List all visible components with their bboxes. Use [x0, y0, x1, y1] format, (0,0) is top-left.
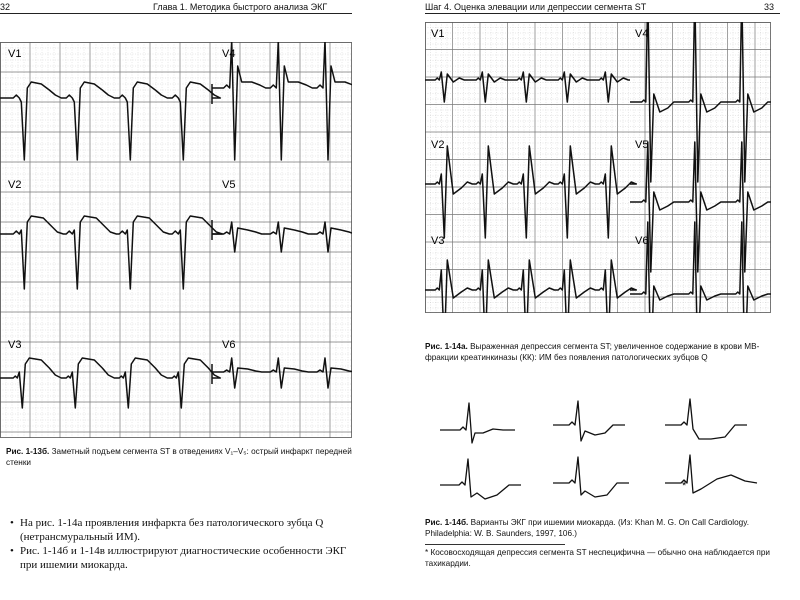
figure-1-14a-caption [425, 341, 780, 363]
lead-label-v1: V1 [431, 28, 445, 40]
figure-1-14a-label: Рис. 1-14а. [425, 342, 468, 351]
right-page [400, 0, 800, 600]
footnote: * Косовосходящая депрессия сегмента ST неспецифична — обычно она наблюдается при тахикардии. [425, 548, 770, 568]
ecg-variant-complex [665, 399, 747, 439]
left-page-number: 32 [0, 2, 11, 12]
ecg-variant-complex [440, 403, 515, 443]
lead-label-v1: V1 [8, 48, 22, 60]
lead-label-v5: V5 [635, 139, 649, 151]
right-header-rule [425, 13, 780, 14]
ecg-variants-figure-1-14b [435, 395, 770, 505]
ecg-variant-complex [553, 457, 629, 497]
left-running-head: Глава 1. Методика быстрого анализа ЭКГ [153, 2, 328, 12]
lead-label-v3: V3 [8, 339, 22, 351]
ecg-trace-v3 [425, 260, 636, 313]
ecg-figure-1-14a [425, 22, 771, 313]
lead-label-v5: V5 [222, 179, 236, 191]
ecg-trace-v2 [0, 216, 222, 289]
right-page-number: 33 [764, 2, 775, 12]
ecg-trace-v1 [425, 72, 630, 102]
footnote-rule [425, 544, 565, 545]
ecg-trace-v3 [0, 358, 220, 408]
lead-label-v2: V2 [431, 139, 445, 151]
lead-label-v4: V4 [635, 28, 649, 40]
ecg-variant-complex [553, 401, 625, 441]
ecg-variant-complex [665, 455, 757, 493]
ecg-figure-1-13b [0, 42, 352, 438]
lead-label-v3: V3 [431, 235, 445, 247]
figure-1-14b-caption [425, 517, 780, 539]
figure-1-13b-caption [6, 446, 352, 468]
lead-label-v2: V2 [8, 179, 22, 191]
asterisk-mark: * [682, 480, 687, 492]
left-header-rule [0, 13, 352, 14]
figure-1-13b-label: Рис. 1-13б. [6, 447, 50, 456]
figure-1-14b-text: Варианты ЭКГ при ишемии миокарда. (Из: Khan M. G. On Call Cardiology. Philadelphia: W. B. Saunders, 1997, 106.) [425, 518, 749, 538]
figure-1-13b-text: Заметный подъем сегмента ST в отведениях V₁–V₅: острый инфаркт передней стенки [6, 447, 352, 467]
ecg-variant-complex [440, 459, 521, 499]
ecg-traces [0, 42, 352, 408]
bullet-item: • На рис. 1-14а проявления инфаркта без патологического зубца Q (нетрансмуральный ИМ). [10, 516, 355, 544]
figure-1-14a-text: Выраженная депрессия сегмента ST; увеличенное содержание в крови МВ-фракции креатинкиназы (КК): ИМ без появления патологических зубцов Q [425, 342, 760, 362]
ecg-trace-v1 [0, 82, 220, 160]
lead-label-v6: V6 [222, 339, 236, 351]
ecg-trace-v4 [630, 22, 771, 182]
lead-label-v4: V4 [222, 48, 236, 60]
right-running-head: Шаг 4. Оценка элевации или депрессии сегмента ST [425, 2, 647, 12]
figure-1-14b-label: Рис. 1-14б. [425, 518, 469, 527]
lead-label-v6: V6 [635, 235, 649, 247]
bullet-item: • Рис. 1-14б и 1-14в иллюстрируют диагностические особенности ЭКГ при ишемии миокарда. [10, 544, 355, 572]
ecg-grid [425, 22, 771, 313]
bullet-list [10, 516, 355, 572]
